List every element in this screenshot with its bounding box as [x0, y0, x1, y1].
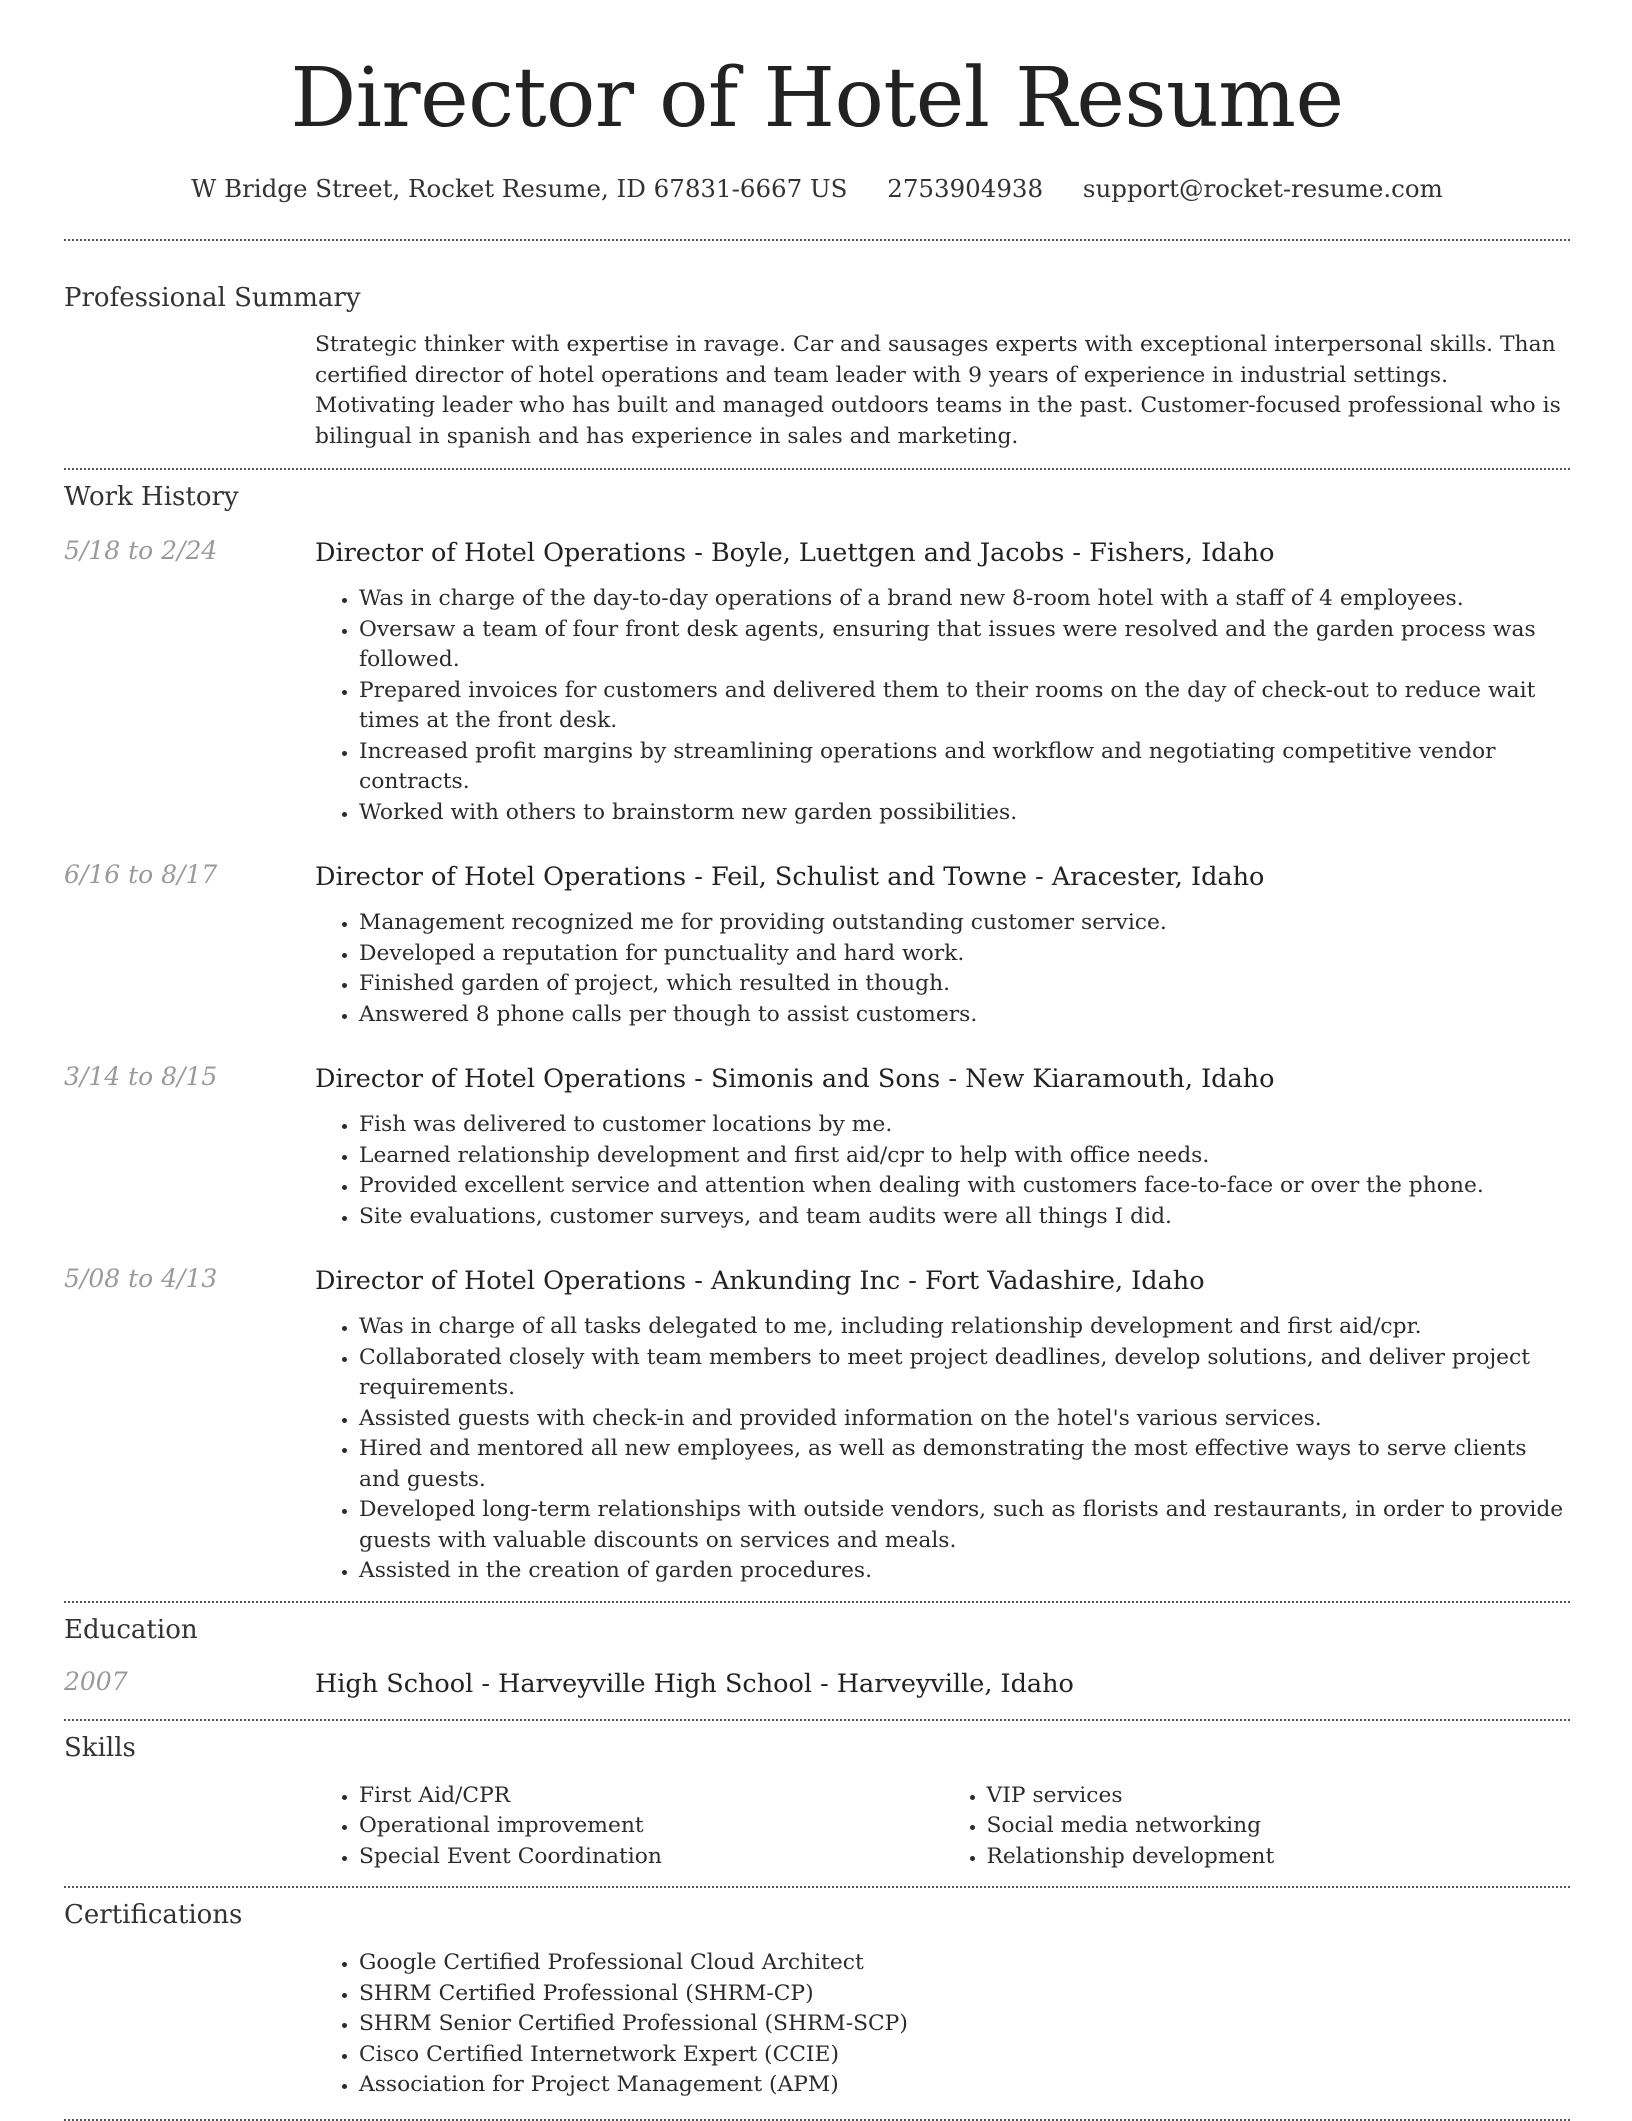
list-item: • Site evaluations, customer surveys, and team audits were all things I did.	[359, 1202, 1570, 1233]
job-bullets	[315, 1110, 1570, 1232]
skill-item: • Operational improvement	[359, 1811, 943, 1842]
list-item: • Hired and mentored all new employees, as well as demonstrating the most effective ways to serve clients and guests.	[359, 1434, 1570, 1495]
skill-item: • Social media networking	[987, 1811, 1571, 1842]
certification-item: • Google Certified Professional Cloud Architect	[359, 1948, 1570, 1979]
skill-item: • Relationship development	[987, 1842, 1571, 1873]
resume-page	[64, 0, 1570, 2121]
job-title: Director of Hotel Operations - Feil, Schulist and Towne - Aracester, Idaho	[315, 862, 1265, 892]
skills-column-left	[315, 1781, 943, 1873]
contact-line	[64, 174, 1570, 203]
skill-item: • VIP services	[987, 1781, 1571, 1812]
job-bullets	[315, 908, 1570, 1030]
summary-text: Strategic thinker with expertise in ravage. Car and sausages experts with exceptional interpersonal skills. Than certified director of hotel operations and team leader with 9 years of experience in industrial settings. Motivating leader who has built and managed outdoors teams in the past. Customer-focused professional who is bilingual in spanish and has experience in sales and marketing.	[315, 332, 1561, 449]
list-item: • Developed a reputation for punctuality and hard work.	[359, 939, 1570, 970]
education-title: High School - Harveyville High School - Harveyville, Idaho	[315, 1668, 1074, 1699]
skills-column-right	[943, 1781, 1571, 1873]
job-bullets	[315, 584, 1570, 828]
job-title: Director of Hotel Operations - Boyle, Luettgen and Jacobs - Fishers, Idaho	[315, 538, 1275, 568]
list-item: • Assisted in the creation of garden procedures.	[359, 1556, 1570, 1587]
skills-list	[315, 1781, 1570, 1873]
section-divider	[64, 468, 1570, 470]
education-heading: Education	[64, 1614, 198, 1645]
list-item: • Collaborated closely with team members to meet project deadlines, develop solutions, and deliver project requirements.	[359, 1343, 1570, 1404]
job-entry	[64, 860, 1570, 1030]
job-entry	[64, 1264, 1570, 1587]
job-dates: 6/16 to 8/17	[64, 860, 218, 889]
work-history-heading: Work History	[64, 482, 239, 512]
list-item: • Worked with others to brainstorm new garden possibilities.	[359, 798, 1570, 829]
list-item: • Was in charge of the day-to-day operations of a brand new 8-room hotel with a staff of 4 employees.	[359, 584, 1570, 615]
list-item: • Developed long-term relationships with outside vendors, such as florists and restaurants, in order to provide guests with valuable discounts on services and meals.	[359, 1495, 1570, 1556]
contact-email[interactable]: support@rocket-resume.com	[1082, 174, 1443, 203]
certifications-heading: Certifications	[64, 1900, 243, 1930]
list-item: • Oversaw a team of four front desk agents, ensuring that issues were resolved and the garden process was followed.	[359, 615, 1570, 676]
section-divider	[64, 2119, 1570, 2121]
resume-title: Director of Hotel Resume	[290, 51, 1344, 146]
job-entry	[64, 536, 1570, 828]
summary-heading: Professional Summary	[64, 283, 361, 313]
contact-address: W Bridge Street, Rocket Resume, ID 67831-6667 US	[191, 174, 848, 203]
job-entry	[64, 1062, 1570, 1232]
list-item: • Fish was delivered to customer locations by me.	[359, 1110, 1570, 1141]
list-item: • Provided excellent service and attention when dealing with customers face-to-face or over the phone.	[359, 1171, 1570, 1202]
list-item: • Assisted guests with check-in and provided information on the hotel's various services.	[359, 1404, 1570, 1435]
certification-item: • SHRM Certified Professional (SHRM-CP)	[359, 1979, 1570, 2010]
section-divider	[64, 1719, 1570, 1721]
list-item: • Prepared invoices for customers and delivered them to their rooms on the day of check-out to reduce wait times at the front desk.	[359, 676, 1570, 737]
section-divider	[64, 1601, 1570, 1603]
job-title: Director of Hotel Operations - Simonis and Sons - New Kiaramouth, Idaho	[315, 1064, 1275, 1094]
job-dates: 5/08 to 4/13	[64, 1264, 218, 1293]
skills-heading: Skills	[64, 1732, 136, 1763]
education-year: 2007	[64, 1666, 128, 1696]
job-title: Director of Hotel Operations - Ankunding Inc - Fort Vadashire, Idaho	[315, 1266, 1205, 1296]
certification-item: • Association for Project Management (APM)	[359, 2070, 1570, 2101]
certification-item: • Cisco Certified Internetwork Expert (CCIE)	[359, 2040, 1570, 2071]
job-bullets	[315, 1312, 1570, 1587]
list-item: • Management recognized me for providing outstanding customer service.	[359, 908, 1570, 939]
list-item: • Answered 8 phone calls per though to assist customers.	[359, 1000, 1570, 1031]
contact-phone[interactable]: 2753904938	[887, 174, 1044, 203]
skill-item: • First Aid/CPR	[359, 1781, 943, 1812]
list-item: • Was in charge of all tasks delegated to me, including relationship development and first aid/cpr.	[359, 1312, 1570, 1343]
education-entry	[64, 1667, 1570, 1701]
job-dates: 5/18 to 2/24	[64, 536, 218, 565]
list-item: • Increased profit margins by streamlining operations and workflow and negotiating competitive vendor contracts.	[359, 737, 1570, 798]
section-divider	[64, 239, 1570, 241]
skill-item: • Special Event Coordination	[359, 1842, 943, 1873]
section-divider	[64, 1886, 1570, 1888]
certifications-list	[315, 1948, 1570, 2101]
list-item: • Learned relationship development and first aid/cpr to help with office needs.	[359, 1141, 1570, 1172]
certification-item: • SHRM Senior Certified Professional (SHRM-SCP)	[359, 2009, 1570, 2040]
certifications-bullets	[315, 1948, 1570, 2101]
list-item: • Finished garden of project, which resulted in though.	[359, 969, 1570, 1000]
job-dates: 3/14 to 8/15	[64, 1062, 218, 1091]
